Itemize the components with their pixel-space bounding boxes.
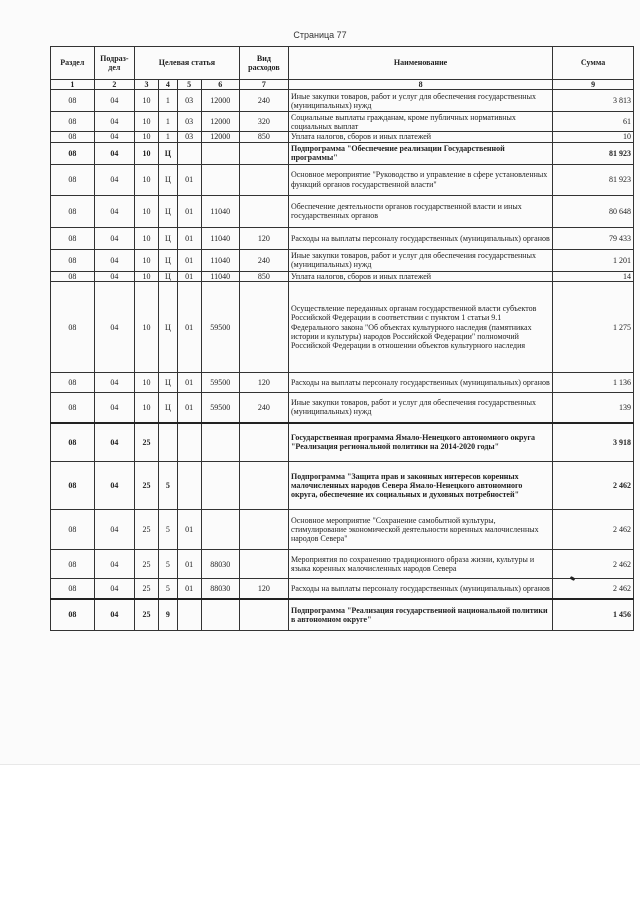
event-cell: 01	[177, 510, 201, 550]
section-cell: 08	[51, 462, 95, 510]
subsection-cell: 04	[94, 112, 134, 132]
subsection-cell: 04	[94, 164, 134, 195]
subsection-cell: 04	[94, 423, 134, 462]
sum-cell: 2 462	[553, 462, 634, 510]
subprogram-cell: Ц	[159, 195, 178, 227]
column-number: 2	[94, 80, 134, 90]
blank-page-area	[0, 765, 640, 905]
sum-cell: 79 433	[553, 227, 634, 249]
section-cell: 08	[51, 579, 95, 599]
section-cell: 08	[51, 393, 95, 423]
program-cell: 10	[135, 271, 159, 281]
subprogram-cell: Ц	[159, 249, 178, 271]
program-cell: 10	[135, 112, 159, 132]
header-name: Наименование	[288, 47, 552, 80]
subprogram-cell: Ц	[159, 282, 178, 373]
expense-type-cell	[239, 510, 288, 550]
subsection-cell: 04	[94, 462, 134, 510]
table-row	[51, 90, 634, 112]
event-cell: 01	[177, 249, 201, 271]
section-cell: 08	[51, 132, 95, 142]
event-cell: 01	[177, 393, 201, 423]
subsection-cell: 04	[94, 282, 134, 373]
event-cell	[177, 599, 201, 631]
name-cell: Основное мероприятие "Сохранение самобытной культуры, стимулирование экономической деятельности коренных малочисленных народов Севера"	[288, 510, 552, 550]
table-body	[51, 90, 634, 631]
table-row	[51, 373, 634, 393]
event-cell	[177, 462, 201, 510]
subprogram-cell: 5	[159, 462, 178, 510]
sum-cell: 3 918	[553, 423, 634, 462]
event-cell: 03	[177, 112, 201, 132]
expense-type-cell: 240	[239, 393, 288, 423]
expense-type-cell: 320	[239, 112, 288, 132]
subprogram-cell: Ц	[159, 393, 178, 423]
program-cell: 25	[135, 423, 159, 462]
expense-type-cell: 240	[239, 90, 288, 112]
expense-type-cell	[239, 195, 288, 227]
event-cell: 01	[177, 271, 201, 281]
program-cell: 10	[135, 227, 159, 249]
event-cell	[177, 142, 201, 164]
section-cell: 08	[51, 227, 95, 249]
name-cell: Расходы на выплаты персоналу государственных (муниципальных) органов	[288, 373, 552, 393]
direction-cell: 12000	[201, 112, 239, 132]
subsection-cell: 04	[94, 195, 134, 227]
program-cell: 10	[135, 393, 159, 423]
direction-cell	[201, 510, 239, 550]
subprogram-cell: 5	[159, 510, 178, 550]
subprogram-cell: Ц	[159, 227, 178, 249]
program-cell: 10	[135, 249, 159, 271]
expense-type-cell	[239, 599, 288, 631]
section-cell: 08	[51, 282, 95, 373]
section-cell: 08	[51, 599, 95, 631]
sum-cell: 81 923	[553, 142, 634, 164]
name-cell: Уплата налогов, сборов и иных платежей	[288, 271, 552, 281]
name-cell: Осуществление переданных органам государственной власти субъектов Российской Федерации в соответствии с пунктом 1 статьи 9.1 Федерального закона "Об объектах культурного наследия (памятниках истории и культуры) народов Российской Федерации" полномочий Российской Федерации в отношении объектов культурного наследия	[288, 282, 552, 373]
column-number: 1	[51, 80, 95, 90]
table-row	[51, 579, 634, 599]
subsection-cell: 04	[94, 510, 134, 550]
expense-type-cell: 120	[239, 579, 288, 599]
header-sum: Сумма	[553, 47, 634, 80]
subsection-cell: 04	[94, 579, 134, 599]
sum-cell: 1 201	[553, 249, 634, 271]
program-cell: 10	[135, 195, 159, 227]
direction-cell: 88030	[201, 579, 239, 599]
sum-cell: 2 462	[553, 579, 634, 599]
table-row	[51, 423, 634, 462]
table-row	[51, 227, 634, 249]
subsection-cell: 04	[94, 132, 134, 142]
event-cell: 01	[177, 282, 201, 373]
program-cell: 10	[135, 142, 159, 164]
sum-cell: 139	[553, 393, 634, 423]
subsection-cell: 04	[94, 393, 134, 423]
subsection-cell: 04	[94, 550, 134, 579]
direction-cell	[201, 599, 239, 631]
direction-cell: 11040	[201, 249, 239, 271]
table-row	[51, 271, 634, 281]
direction-cell: 11040	[201, 271, 239, 281]
section-cell: 08	[51, 373, 95, 393]
direction-cell	[201, 142, 239, 164]
header-subsection: Подраз- дел	[94, 47, 134, 80]
column-number: 4	[159, 80, 178, 90]
section-cell: 08	[51, 550, 95, 579]
table-row	[51, 393, 634, 423]
sum-cell: 1 275	[553, 282, 634, 373]
direction-cell: 12000	[201, 132, 239, 142]
name-cell: Иные закупки товаров, работ и услуг для обеспечения государственных (муниципальных) нужд	[288, 90, 552, 112]
budget-table	[50, 46, 634, 631]
expense-type-cell: 850	[239, 271, 288, 281]
table-row	[51, 195, 634, 227]
sum-cell: 10	[553, 132, 634, 142]
sum-cell: 14	[553, 271, 634, 281]
program-cell: 10	[135, 373, 159, 393]
subsection-cell: 04	[94, 599, 134, 631]
subsection-cell: 04	[94, 90, 134, 112]
expense-type-cell	[239, 142, 288, 164]
section-cell: 08	[51, 195, 95, 227]
event-cell: 01	[177, 195, 201, 227]
header-row	[51, 47, 634, 80]
header-expense-type: Вид расходов	[239, 47, 288, 80]
section-cell: 08	[51, 423, 95, 462]
direction-cell: 59500	[201, 282, 239, 373]
column-number: 5	[177, 80, 201, 90]
subprogram-cell: 9	[159, 599, 178, 631]
table-row	[51, 550, 634, 579]
table-row	[51, 249, 634, 271]
section-cell: 08	[51, 510, 95, 550]
column-number: 3	[135, 80, 159, 90]
direction-cell: 12000	[201, 90, 239, 112]
sum-cell: 2 462	[553, 550, 634, 579]
name-cell: Расходы на выплаты персоналу государственных (муниципальных) органов	[288, 227, 552, 249]
event-cell	[177, 423, 201, 462]
table-row	[51, 599, 634, 631]
subprogram-cell: 1	[159, 112, 178, 132]
direction-cell: 88030	[201, 550, 239, 579]
name-cell: Мероприятия по сохранению традиционного образа жизни, культуры и языка коренных малочисленных народов Севера	[288, 550, 552, 579]
header-target-article: Целевая статья	[135, 47, 240, 80]
program-cell: 25	[135, 550, 159, 579]
header-section: Раздел	[51, 47, 95, 80]
expense-type-cell	[239, 550, 288, 579]
table-row	[51, 510, 634, 550]
expense-type-cell: 120	[239, 373, 288, 393]
expense-type-cell: 850	[239, 132, 288, 142]
expense-type-cell: 120	[239, 227, 288, 249]
subprogram-cell: 1	[159, 132, 178, 142]
name-cell: Обеспечение деятельности органов государственной власти и иных государственных органов	[288, 195, 552, 227]
expense-type-cell	[239, 423, 288, 462]
program-cell: 10	[135, 164, 159, 195]
name-cell: Подпрограмма "Обеспечение реализации Государственной программы"	[288, 142, 552, 164]
direction-cell: 11040	[201, 195, 239, 227]
column-number: 8	[288, 80, 552, 90]
direction-cell: 59500	[201, 373, 239, 393]
name-cell: Иные закупки товаров, работ и услуг для обеспечения государственных (муниципальных) нужд	[288, 249, 552, 271]
subsection-cell: 04	[94, 249, 134, 271]
subsection-cell: 04	[94, 271, 134, 281]
subprogram-cell: Ц	[159, 142, 178, 164]
direction-cell: 59500	[201, 393, 239, 423]
program-cell: 25	[135, 579, 159, 599]
event-cell: 01	[177, 550, 201, 579]
name-cell: Иные закупки товаров, работ и услуг для обеспечения государственных (муниципальных) нужд	[288, 393, 552, 423]
sum-cell: 80 648	[553, 195, 634, 227]
sum-cell: 61	[553, 112, 634, 132]
table-row	[51, 112, 634, 132]
name-cell: Уплата налогов, сборов и иных платежей	[288, 132, 552, 142]
program-cell: 10	[135, 132, 159, 142]
event-cell: 03	[177, 90, 201, 112]
sum-cell: 1 456	[553, 599, 634, 631]
section-cell: 08	[51, 112, 95, 132]
subprogram-cell: Ц	[159, 373, 178, 393]
name-cell: Основное мероприятие "Руководство и управление в сфере установленных функций органов государственной власти"	[288, 164, 552, 195]
table-row	[51, 282, 634, 373]
event-cell: 01	[177, 164, 201, 195]
program-cell: 25	[135, 599, 159, 631]
subprogram-cell: 5	[159, 550, 178, 579]
table-row	[51, 462, 634, 510]
name-cell: Расходы на выплаты персоналу государственных (муниципальных) органов	[288, 579, 552, 599]
event-cell: 03	[177, 132, 201, 142]
sum-cell: 3 813	[553, 90, 634, 112]
column-number: 9	[553, 80, 634, 90]
section-cell: 08	[51, 271, 95, 281]
program-cell: 25	[135, 462, 159, 510]
direction-cell: 11040	[201, 227, 239, 249]
subsection-cell: 04	[94, 227, 134, 249]
page-number: Страница 77	[293, 30, 347, 40]
event-cell: 01	[177, 227, 201, 249]
section-cell: 08	[51, 249, 95, 271]
column-number: 6	[201, 80, 239, 90]
sum-cell: 2 462	[553, 510, 634, 550]
column-number-row	[51, 80, 634, 90]
event-cell: 01	[177, 373, 201, 393]
name-cell: Подпрограмма "Защита прав и законных интересов коренных малочисленных народов Севера Ямало-Ненецкого автономного округа, обеспечение их социальных и духовных потребностей"	[288, 462, 552, 510]
section-cell: 08	[51, 164, 95, 195]
subsection-cell: 04	[94, 373, 134, 393]
name-cell: Подпрограмма "Реализация государственной национальной политики в автономном округе"	[288, 599, 552, 631]
table-row	[51, 164, 634, 195]
direction-cell	[201, 423, 239, 462]
table-row	[51, 132, 634, 142]
table-row	[51, 142, 634, 164]
event-cell: 01	[177, 579, 201, 599]
name-cell: Государственная программа Ямало-Ненецкого автономного округа "Реализация региональной политики на 2014-2020 годы"	[288, 423, 552, 462]
expense-type-cell	[239, 282, 288, 373]
direction-cell	[201, 462, 239, 510]
subprogram-cell	[159, 423, 178, 462]
expense-type-cell	[239, 462, 288, 510]
column-number: 7	[239, 80, 288, 90]
program-cell: 10	[135, 282, 159, 373]
program-cell: 25	[135, 510, 159, 550]
sum-cell: 81 923	[553, 164, 634, 195]
direction-cell	[201, 164, 239, 195]
subprogram-cell: 5	[159, 579, 178, 599]
subprogram-cell: Ц	[159, 164, 178, 195]
section-cell: 08	[51, 90, 95, 112]
sum-cell: 1 136	[553, 373, 634, 393]
name-cell: Социальные выплаты гражданам, кроме публичных нормативных социальных выплат	[288, 112, 552, 132]
subprogram-cell: Ц	[159, 271, 178, 281]
expense-type-cell	[239, 164, 288, 195]
section-cell: 08	[51, 142, 95, 164]
subsection-cell: 04	[94, 142, 134, 164]
program-cell: 10	[135, 90, 159, 112]
subprogram-cell: 1	[159, 90, 178, 112]
expense-type-cell: 240	[239, 249, 288, 271]
